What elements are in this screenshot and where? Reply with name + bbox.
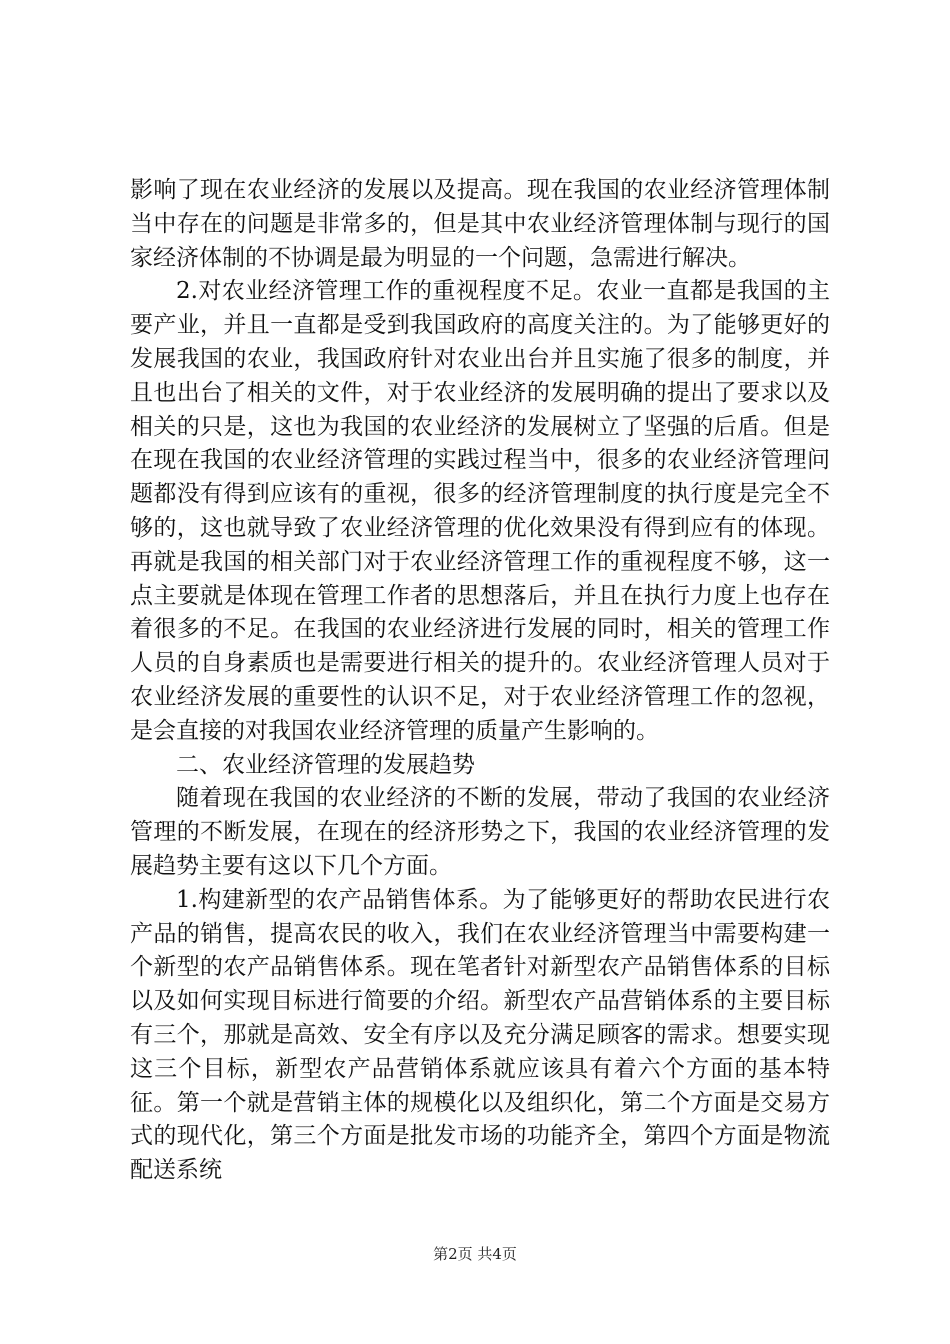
paragraph-point-2: 2.对农业经济管理工作的重视程度不足。农业一直都是我国的主要产业，并且一直都是受到我国政府的高度关注的。为了能够更好的发展我国的农业，我国政府针对农业出台并且实施了很多的制度，并且也出台了相关的文件，对于农业经济的发展明确的提出了要求以及相关的只是，这也为我国的农业经济的发展树立了坚强的后盾。但是在现在我国的农业经济管理的实践过程当中，很多的农业经济管理问题都没有得到应该有的重视，很多的经济管理制度的执行度是完全不够的，这也就导致了农业经济管理的优化效果没有得到应有的体现。再就是我国的相关部门对于农业经济管理工作的重视程度不够，这一点主要就是体现在管理工作者的思想落后，并且在执行力度上也存在着很多的不足。在我国的农业经济进行发展的同时，相关的管理工作人员的自身素质也是需要进行相关的提升的。农业经济管理人员对于农业经济发展的重要性的认识不足，对于农业经济管理工作的忽视，是会直接的对我国农业经济管理的质量产生影响的。 (130, 278, 830, 744)
document-body (130, 174, 830, 1188)
page-number-footer: 第2页 共4页 (433, 1245, 517, 1263)
section-heading: 二、农业经济管理的发展趋势 (176, 751, 475, 778)
paragraph-intro: 随着现在我国的农业经济的不断的发展，带动了我国的农业经济管理的不断发展，在现在的经济形势之下，我国的农业经济管理的发展趋势主要有这以下几个方面。 (130, 785, 830, 879)
paragraph-continuation: 影响了现在农业经济的发展以及提高。现在我国的农业经济管理体制当中存在的问题是非常多的，但是其中农业经济管理体制与现行的国家经济体制的不协调是最为明显的一个问题，急需进行解决。 (130, 177, 830, 271)
paragraph-point-1: 1.构建新型的农产品销售体系。为了能够更好的帮助农民进行农产品的销售，提高农民的收入，我们在农业经济管理当中需要构建一个新型的农产品销售体系。现在笔者针对新型农产品销售体系的目标以及如何实现目标进行简要的介绍。新型农产品营销体系的主要目标有三个，那就是高效、安全有序以及充分满足顾客的需求。想要实现这三个目标，新型农产品营销体系就应该具有着六个方面的基本特征。第一个就是营销主体的规模化以及组织化，第二个方面是交易方式的现代化，第三个方面是批发市场的功能齐全，第四个方面是物流配送系统 (130, 886, 830, 1184)
